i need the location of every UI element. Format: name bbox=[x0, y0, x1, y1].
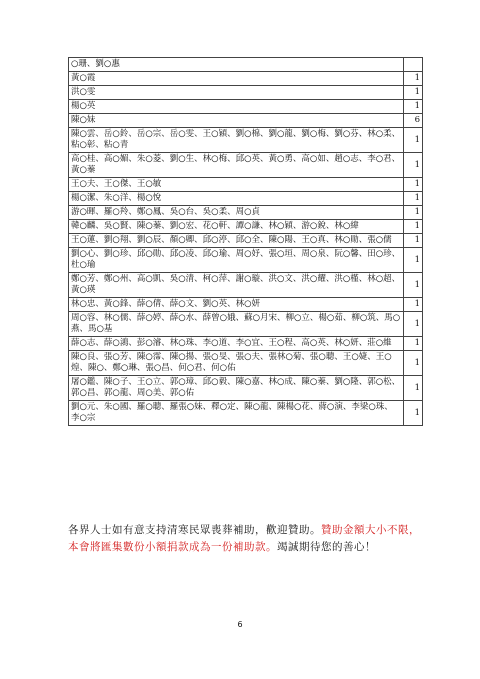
donor-names-cell: 黃○霞 bbox=[69, 72, 404, 86]
table-row bbox=[69, 248, 423, 273]
table-row bbox=[69, 234, 423, 248]
donor-names-cell: 游○暉、羅○羚、鄭○鳳、吳○台、吳○柔、周○貞 bbox=[69, 206, 404, 220]
donation-count-cell: 1 bbox=[404, 312, 423, 337]
donation-count-cell: 1 bbox=[404, 178, 423, 192]
donor-names-cell: 劉○元、朱○國、羅○聰、羅張○妹、釋○定、陳○龍、陳楊○花、蔣○演、李梁○珠、李○宗 bbox=[69, 401, 404, 426]
donation-count-cell: 1 bbox=[404, 248, 423, 273]
donor-names-cell: 薛○志、薛○鴻、彭○濬、林○珠、李○道、李○宜、王○程、高○英、林○妍、莊○維 bbox=[69, 337, 404, 351]
donation-count-cell: 1 bbox=[404, 376, 423, 401]
donation-count-cell: 1 bbox=[404, 100, 423, 114]
donation-count-cell bbox=[404, 58, 423, 72]
donation-count-cell: 6 bbox=[404, 114, 423, 128]
table-row bbox=[69, 401, 423, 426]
donor-names-cell: ○珊、劉○惠 bbox=[69, 58, 404, 72]
table-row bbox=[69, 72, 423, 86]
table-row bbox=[69, 192, 423, 206]
donation-count-cell: 1 bbox=[404, 206, 423, 220]
donor-names-cell: 高○桂、高○媚、朱○菱、劉○生、林○梅、邱○英、黃○勇、高○如、趙○志、李○君、黃○蓁 bbox=[69, 153, 404, 178]
notice-text: 各界人士如有意支持清寒民眾喪葬補助，歡迎贊助。 bbox=[68, 524, 321, 536]
table-row bbox=[69, 114, 423, 128]
page-number: 6 bbox=[237, 620, 243, 629]
table-row bbox=[69, 128, 423, 153]
donation-count-cell: 1 bbox=[404, 86, 423, 100]
table-row bbox=[69, 298, 423, 312]
notice-highlight: 贊助金額大小不限，本會將匯集數份小額捐款成為一份補助款。 bbox=[68, 524, 420, 553]
table-row bbox=[69, 312, 423, 337]
donor-names-cell: 洪○雯 bbox=[69, 86, 404, 100]
donation-count-cell: 1 bbox=[404, 153, 423, 178]
donor-names-cell: 王○蓮、劉○翔、劉○辰、顏○卿、邱○渟、邱○全、陳○陽、王○真、林○勛、張○儒 bbox=[69, 234, 404, 248]
donor-table-body bbox=[69, 58, 423, 426]
donor-names-cell: 林○忠、黃○鋒、薛○倩、薛○文、劉○英、林○妍 bbox=[69, 298, 404, 312]
donation-count-cell: 1 bbox=[404, 298, 423, 312]
donation-count-cell: 1 bbox=[404, 351, 423, 376]
donor-names-cell: 韓○麟、吳○賢、陳○蓁、劉○宏、花○軒、譚○謙、林○穎、游○銳、林○緯 bbox=[69, 220, 404, 234]
table-row bbox=[69, 351, 423, 376]
donation-count-cell: 1 bbox=[404, 337, 423, 351]
donor-names-cell: 陳○雲、岳○鈴、岳○宗、岳○雯、王○穎、劉○棉、劉○龍、劉○梅、劉○芬、林○柔、粘○彰、粘○青 bbox=[69, 128, 404, 153]
table-row bbox=[69, 273, 423, 298]
table-row bbox=[69, 337, 423, 351]
donor-names-cell: 陳○良、張○芳、陳○霈、陳○揚、張○旻、張○夫、張林○菊、張○聰、王○婕、王○煌、陳○、鄭○琳、張○昌、何○君、何○佑 bbox=[69, 351, 404, 376]
table-row bbox=[69, 153, 423, 178]
donation-count-cell: 1 bbox=[404, 401, 423, 426]
donor-names-cell: 楊○英 bbox=[69, 100, 404, 114]
donation-notice bbox=[68, 522, 424, 556]
donor-names-cell: 周○容、林○儒、薛○婷、薛○水、薛曾○娥、蘇○月宋、柳○立、楊○茹、柳○筑、馬○燕、馬○基 bbox=[69, 312, 404, 337]
donor-names-cell: 劉○心、劉○珍、邱○勛、邱○凌、邱○瑜、周○妤、張○垣、周○泉、阮○馨、田○珍、杜○瑜 bbox=[69, 248, 404, 273]
donation-count-cell: 1 bbox=[404, 273, 423, 298]
table-row bbox=[69, 206, 423, 220]
notice-closing: 竭誠期待您的善心！ bbox=[277, 541, 376, 553]
donor-names-cell: 楊○潔、朱○洋、楊○悅 bbox=[69, 192, 404, 206]
donor-table bbox=[68, 57, 423, 426]
donation-count-cell: 1 bbox=[404, 128, 423, 153]
table-row bbox=[69, 178, 423, 192]
donation-count-cell: 1 bbox=[404, 192, 423, 206]
donation-count-cell: 1 bbox=[404, 220, 423, 234]
donation-count-cell: 1 bbox=[404, 72, 423, 86]
donor-names-cell: 屠○鑑、陳○子、王○立、郭○璋、邱○毅、陳○嘉、林○成、陳○蓁、劉○隆、郭○松、郭○昌、郭○龍、周○美、郭○佑 bbox=[69, 376, 404, 401]
table-row bbox=[69, 220, 423, 234]
table-row bbox=[69, 58, 423, 72]
donation-count-cell: 1 bbox=[404, 234, 423, 248]
table-row bbox=[69, 376, 423, 401]
table-row bbox=[69, 86, 423, 100]
donor-names-cell: 王○夫、王○傑、王○敏 bbox=[69, 178, 404, 192]
donor-names-cell: 鄭○芳、鄭○州、高○凱、吳○清、柯○萍、謝○璇、洪○文、洪○耀、洪○槿、林○超、黃○瑛 bbox=[69, 273, 404, 298]
table-row bbox=[69, 100, 423, 114]
donor-names-cell: 陳○妹 bbox=[69, 114, 404, 128]
